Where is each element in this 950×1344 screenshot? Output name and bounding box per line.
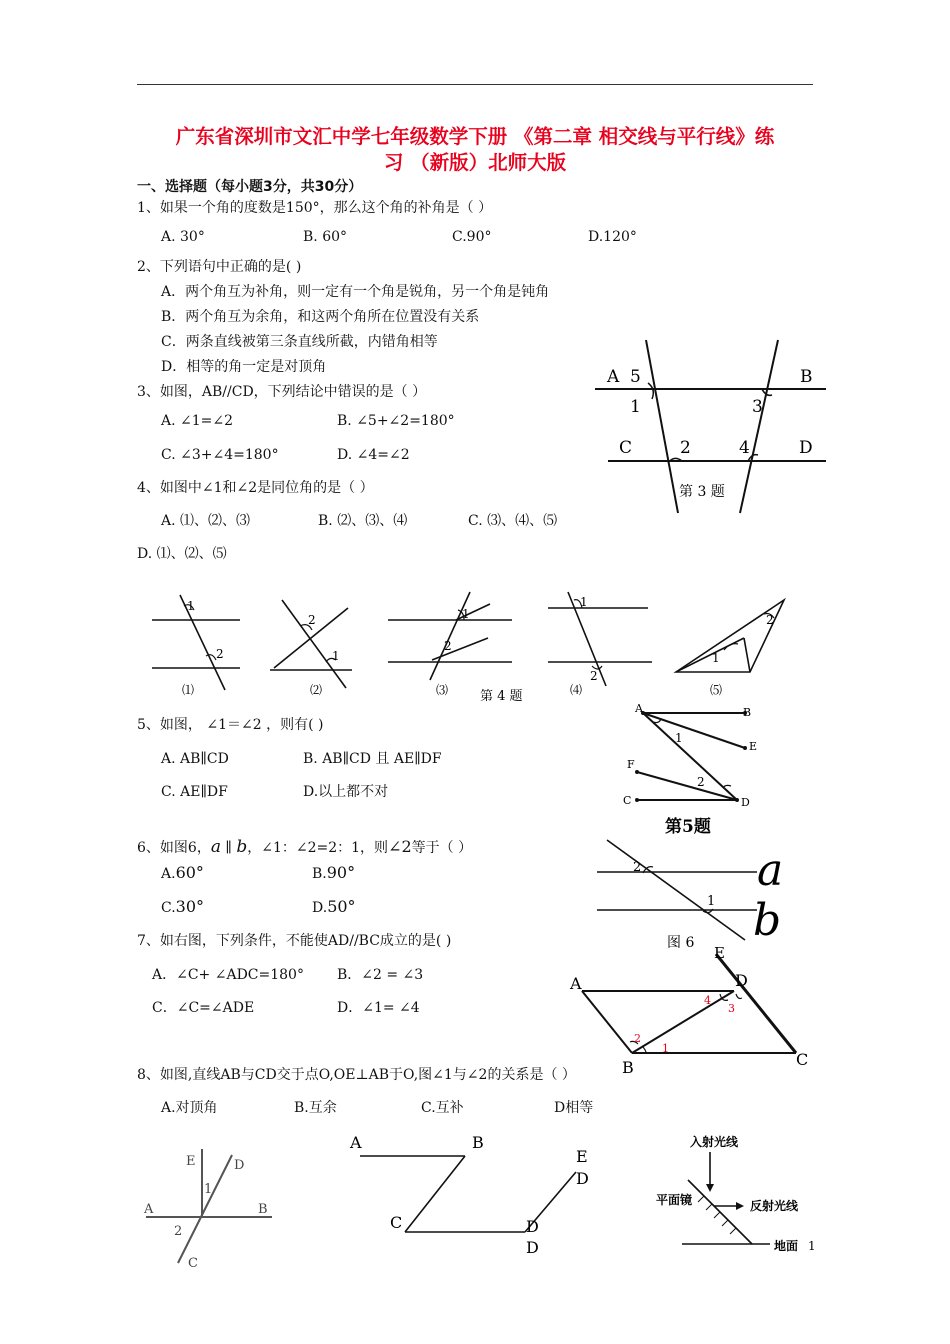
q8-f3-mirror-label: 平面镜 <box>656 1193 693 1207</box>
q6-c-value: 30° <box>175 897 205 916</box>
q8-f2-label-D3: D <box>526 1238 539 1257</box>
q8-f2-label-E: E <box>576 1147 588 1166</box>
q8-f2-label-D2: D <box>526 1217 539 1236</box>
q6-caption: 图 6 <box>667 935 695 951</box>
q4-f4-label-1: 1 <box>580 595 588 609</box>
q7-stem: 7、如右图，下列条件，不能使AD//BC成立的是( ) <box>137 933 452 949</box>
q3-option-b: B. ∠5+∠2=180° <box>337 413 455 429</box>
q8-f3-ground-label: 地面 <box>774 1239 799 1253</box>
q8-f1-label-D: D <box>234 1158 245 1173</box>
q8-stem: 8、如图,直线AB与CD交于点O,OE⊥AB于O,图∠1与∠2的关系是（ ） <box>137 1067 576 1083</box>
q8-option-b: B.互余 <box>294 1100 337 1116</box>
q5-caption: 第5题 <box>665 817 711 837</box>
q3-option-c: C. ∠3+∠4=180° <box>161 447 279 463</box>
q6-a-value: 60° <box>175 863 204 882</box>
q8-f1-label-A: A <box>144 1202 154 1217</box>
q3-stem: 3、如图，AB//CD，下列结论中错误的是（ ） <box>137 384 427 400</box>
q8-option-d: D相等 <box>554 1100 594 1116</box>
q4-f5-label-2: 2 <box>766 613 774 627</box>
q6-b-label: B. <box>312 866 327 882</box>
q8-option-c: C.互补 <box>421 1100 464 1116</box>
q5-label-B: B <box>743 706 752 719</box>
q5-label-1: 1 <box>675 731 683 745</box>
q5-option-b: B. AB∥CD 且 AE∥DF <box>303 751 442 767</box>
q3-label-A: A <box>607 367 620 387</box>
q4-caption-5: ⑸ <box>710 683 723 697</box>
q6-stem-end: 等于（ ） <box>411 840 473 856</box>
q5-label-2: 2 <box>697 775 705 789</box>
q6-stem-pre: 6、如图6， <box>137 840 211 856</box>
q8-f2-label-B: B <box>472 1133 484 1152</box>
q7-label-4: 4 <box>704 994 711 1007</box>
q1-stem: 1、如果一个角的度数是150°，那么这个角的补角是（ ） <box>137 200 493 216</box>
q4-stem: 4、如图中∠1和∠2是同位角的是（ ） <box>137 480 374 496</box>
q5-option-a: A. AB∥CD <box>161 751 229 767</box>
q1-option-b: B. 60° <box>303 229 348 245</box>
q5-label-C: C <box>623 794 632 807</box>
q7-label-3: 3 <box>728 1002 735 1015</box>
q8-figure-2 <box>340 1128 600 1258</box>
q5-option-c: C. AE∥DF <box>161 784 228 800</box>
q3-label-C: C <box>619 438 633 458</box>
q7-option-c: C．∠C=∠ADE <box>152 1000 255 1016</box>
q1-option-d: D.120° <box>588 229 637 245</box>
q8-option-a: A.对顶角 <box>161 1100 218 1116</box>
q6-label-2: 2 <box>633 860 642 875</box>
q7-option-a: A．∠C+ ∠ADC=180° <box>152 967 304 983</box>
q6-c-label: C. <box>161 900 176 916</box>
q6-stem <box>137 838 472 857</box>
q8-figure-3 <box>648 1130 828 1260</box>
q2-option-d: D．相等的角一定是对顶角 <box>161 359 327 375</box>
q8-figure-1 <box>140 1135 280 1270</box>
q6-angle: ∠2 <box>388 837 412 856</box>
q7-figure <box>560 940 820 1075</box>
q2-option-a: A．两个角互为补角，则一定有一个角是锐角，另一个角是钝角 <box>161 284 550 300</box>
q8-f1-label-2: 2 <box>174 1224 183 1239</box>
q4-caption-3: ⑶ <box>436 683 449 697</box>
q8-f3-reflected-label: 反射光线 <box>750 1199 799 1213</box>
q4-f1-label-1: 1 <box>187 599 195 613</box>
section-heading: 一、选择题（每小题3分，共30分） <box>137 179 363 195</box>
q4-option-c: C. ⑶、⑷、⑸ <box>468 513 558 529</box>
q6-label-b: b <box>753 895 782 946</box>
q8-f3-incident-label: 入射光线 <box>690 1135 739 1149</box>
q3-caption: 第 3 题 <box>679 484 725 500</box>
q8-f2-label-D1: D <box>576 1169 589 1188</box>
q6-var-a: a <box>210 837 221 857</box>
q4-f1-label-2: 2 <box>216 647 224 661</box>
q2-option-c: C．两条直线被第三条直线所截，内错角相等 <box>161 334 438 350</box>
q4-option-d: D. ⑴、⑵、⑸ <box>137 546 227 562</box>
q7-option-b: B．∠2 = ∠3 <box>337 967 424 983</box>
q6-option-c <box>161 898 204 917</box>
header-rule <box>137 84 813 85</box>
q3-label-B: B <box>800 367 813 387</box>
q4-f2-label-2: 2 <box>308 613 316 627</box>
q3-option-a: A. ∠1=∠2 <box>161 413 234 429</box>
q3-label-5: 5 <box>630 367 641 387</box>
q6-stem-mid: ，∠1：∠2=2：1，则 <box>247 840 389 856</box>
q3-figure <box>590 335 830 520</box>
q4-caption: 第 4 题 <box>480 689 523 704</box>
q5-label-D: D <box>741 796 750 809</box>
q8-f2-label-C: C <box>390 1213 403 1232</box>
doc-title-line2: 习 （新版）北师大版 <box>383 151 567 174</box>
q5-option-d: D.以上都不对 <box>303 784 389 800</box>
q6-d-value: 50° <box>327 897 356 916</box>
q6-label-1: 1 <box>707 894 716 909</box>
q4-option-a: A. ⑴、⑵、⑶ <box>161 513 251 529</box>
q4-f3-label-1: 1 <box>462 607 470 621</box>
doc-title-line1: 广东省深圳市文汇中学七年级数学下册 《第二章 相交线与平行线》练 <box>175 125 775 148</box>
q7-label-D: D <box>735 971 748 990</box>
q6-option-b <box>312 864 355 883</box>
q3-option-d: D. ∠4=∠2 <box>337 447 410 463</box>
q2-option-b: B．两个角互为余角，和这两个角所在位置没有关系 <box>161 309 480 325</box>
q6-a-label: A. <box>161 866 176 882</box>
q7-label-E: E <box>714 944 725 962</box>
q3-label-4: 4 <box>739 438 750 458</box>
q3-label-3: 3 <box>752 397 763 417</box>
q7-label-A: A <box>570 974 582 993</box>
q7-label-C: C <box>796 1050 809 1069</box>
q8-f2-label-A: A <box>350 1133 362 1152</box>
q7-label-B: B <box>622 1058 634 1077</box>
q6-option-d <box>312 898 356 917</box>
q6-var-b: b <box>236 837 248 857</box>
q6-d-label: D. <box>312 900 328 916</box>
q8-f1-label-B: B <box>258 1202 268 1217</box>
q8-f1-label-1: 1 <box>204 1182 213 1197</box>
q4-f3-label-2: 2 <box>444 639 452 653</box>
q5-label-F: F <box>627 758 635 771</box>
q4-option-b: B. ⑵、⑶、⑷ <box>318 513 408 529</box>
page-number: 1 <box>808 1239 816 1253</box>
q4-figures <box>140 590 800 708</box>
q3-label-2: 2 <box>680 438 691 458</box>
q6-option-a <box>161 864 204 883</box>
q4-caption-2: ⑵ <box>310 683 323 697</box>
q1-option-c: C.90° <box>452 229 492 245</box>
q5-label-A: A <box>635 702 643 715</box>
q5-figure <box>615 700 765 840</box>
q6-figure <box>595 835 795 955</box>
q2-stem: 2、下列语句中正确的是( ) <box>137 259 302 275</box>
q3-label-D: D <box>799 438 813 458</box>
q7-label-1: 1 <box>662 1042 669 1055</box>
q4-caption-4: ⑷ <box>570 683 583 697</box>
q5-stem: 5、如图， ∠1＝∠2 ，则有( ) <box>137 717 324 733</box>
q8-f1-label-C: C <box>188 1256 198 1271</box>
q7-label-2: 2 <box>634 1032 641 1045</box>
q5-label-E: E <box>749 740 758 753</box>
q6-parallel: ∥ <box>220 840 237 856</box>
q6-label-a: a <box>757 845 784 896</box>
q4-f2-label-1: 1 <box>332 649 340 663</box>
q4-f4-label-2: 2 <box>590 669 598 683</box>
q6-b-value: 90° <box>326 863 356 882</box>
q4-f5-label-1: 1 <box>712 651 720 665</box>
q4-caption-1: ⑴ <box>182 683 195 697</box>
q3-label-1: 1 <box>630 397 641 417</box>
q1-option-a: A. 30° <box>161 229 205 245</box>
q7-option-d: D．∠1= ∠4 <box>337 1000 420 1016</box>
q8-f1-label-E: E <box>186 1154 196 1169</box>
